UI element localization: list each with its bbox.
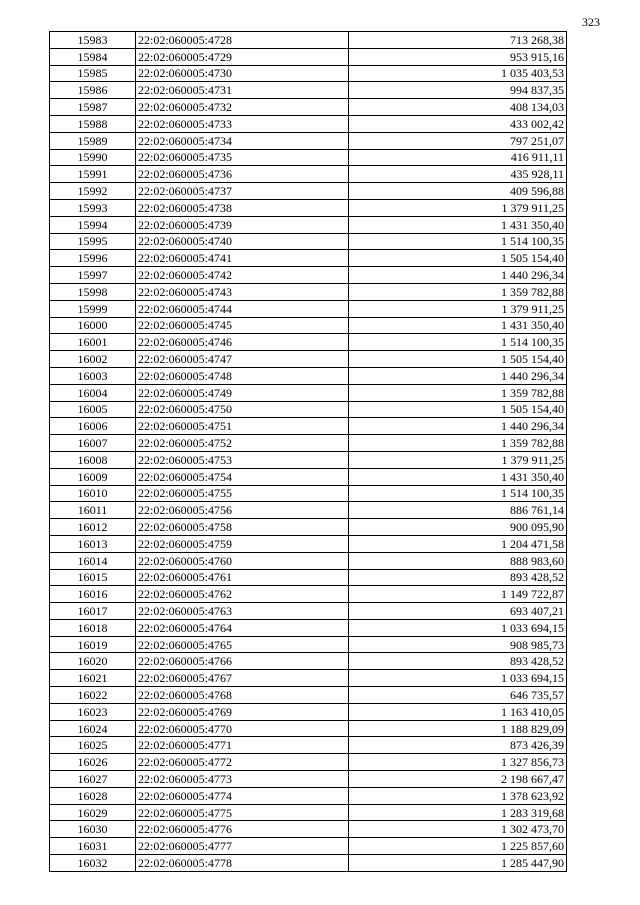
row-number-cell: 16029	[50, 804, 136, 821]
value-cell: 1 379 911,25	[349, 451, 567, 468]
table-row	[50, 65, 567, 82]
value-cell: 1 204 471,58	[349, 535, 567, 552]
row-number-cell: 15985	[50, 65, 136, 82]
row-number-cell: 15992	[50, 183, 136, 200]
row-number-cell: 16031	[50, 838, 136, 855]
row-number-cell: 16023	[50, 703, 136, 720]
cadastral-number-cell: 22:02:060005:4734	[136, 132, 349, 149]
row-number-cell: 16004	[50, 384, 136, 401]
value-cell: 1 035 403,53	[349, 65, 567, 82]
value-cell: 1 440 296,34	[349, 367, 567, 384]
row-number-cell: 16001	[50, 334, 136, 351]
row-number-cell: 15991	[50, 166, 136, 183]
cadastral-number-cell: 22:02:060005:4755	[136, 485, 349, 502]
row-number-cell: 16006	[50, 418, 136, 435]
cadastral-number-cell: 22:02:060005:4766	[136, 653, 349, 670]
value-cell: 1 149 722,87	[349, 586, 567, 603]
row-number-cell: 15994	[50, 216, 136, 233]
cadastral-number-cell: 22:02:060005:4737	[136, 183, 349, 200]
row-number-cell: 15986	[50, 82, 136, 99]
row-number-cell: 16017	[50, 603, 136, 620]
cadastral-number-cell: 22:02:060005:4768	[136, 687, 349, 704]
table-row	[50, 283, 567, 300]
table-row	[50, 183, 567, 200]
table-row	[50, 754, 567, 771]
value-cell: 1 440 296,34	[349, 418, 567, 435]
table-row	[50, 367, 567, 384]
table-row	[50, 535, 567, 552]
table-row	[50, 351, 567, 368]
row-number-cell: 15990	[50, 149, 136, 166]
value-cell: 1 505 154,40	[349, 250, 567, 267]
cadastral-number-cell: 22:02:060005:4748	[136, 367, 349, 384]
row-number-cell: 16025	[50, 737, 136, 754]
table-row	[50, 821, 567, 838]
row-number-cell: 15998	[50, 283, 136, 300]
value-cell: 893 428,52	[349, 653, 567, 670]
value-cell: 713 268,38	[349, 32, 567, 49]
row-number-cell: 16026	[50, 754, 136, 771]
table-row	[50, 737, 567, 754]
value-cell: 1 514 100,35	[349, 233, 567, 250]
value-cell: 1 505 154,40	[349, 401, 567, 418]
table-row	[50, 48, 567, 65]
table-row	[50, 771, 567, 788]
cadastral-number-cell: 22:02:060005:4749	[136, 384, 349, 401]
value-cell: 1 505 154,40	[349, 351, 567, 368]
row-number-cell: 16014	[50, 552, 136, 569]
cadastral-number-cell: 22:02:060005:4750	[136, 401, 349, 418]
cadastral-number-cell: 22:02:060005:4753	[136, 451, 349, 468]
cadastral-number-cell: 22:02:060005:4762	[136, 586, 349, 603]
table-row	[50, 619, 567, 636]
row-number-cell: 16030	[50, 821, 136, 838]
row-number-cell: 16020	[50, 653, 136, 670]
cadastral-number-cell: 22:02:060005:4736	[136, 166, 349, 183]
cadastral-number-cell: 22:02:060005:4738	[136, 199, 349, 216]
row-number-cell: 16003	[50, 367, 136, 384]
table-row	[50, 418, 567, 435]
row-number-cell: 15987	[50, 99, 136, 116]
cadastral-number-cell: 22:02:060005:4773	[136, 771, 349, 788]
cadastral-number-cell: 22:02:060005:4769	[136, 703, 349, 720]
table-row	[50, 32, 567, 49]
table-row	[50, 653, 567, 670]
value-cell: 435 928,11	[349, 166, 567, 183]
value-cell: 994 837,35	[349, 82, 567, 99]
table-row	[50, 838, 567, 855]
cadastral-number-cell: 22:02:060005:4745	[136, 317, 349, 334]
value-cell: 416 911,11	[349, 149, 567, 166]
table-row	[50, 804, 567, 821]
table-row	[50, 82, 567, 99]
table-row	[50, 166, 567, 183]
row-number-cell: 15984	[50, 48, 136, 65]
table-row	[50, 384, 567, 401]
value-cell: 1 514 100,35	[349, 334, 567, 351]
value-cell: 646 735,57	[349, 687, 567, 704]
table-row	[50, 250, 567, 267]
row-number-cell: 15988	[50, 115, 136, 132]
table-row	[50, 132, 567, 149]
value-cell: 1 431 350,40	[349, 317, 567, 334]
cadastral-number-cell: 22:02:060005:4731	[136, 82, 349, 99]
cadastral-number-cell: 22:02:060005:4732	[136, 99, 349, 116]
table-row	[50, 687, 567, 704]
cadastral-number-cell: 22:02:060005:4778	[136, 855, 349, 872]
value-cell: 1 163 410,05	[349, 703, 567, 720]
value-cell: 1 379 911,25	[349, 199, 567, 216]
table-row	[50, 586, 567, 603]
cadastral-number-cell: 22:02:060005:4760	[136, 552, 349, 569]
value-cell: 1 225 857,60	[349, 838, 567, 855]
table-row	[50, 502, 567, 519]
row-number-cell: 16024	[50, 720, 136, 737]
value-cell: 693 407,21	[349, 603, 567, 620]
row-number-cell: 16002	[50, 351, 136, 368]
value-cell: 797 251,07	[349, 132, 567, 149]
cadastral-number-cell: 22:02:060005:4759	[136, 535, 349, 552]
cadastral-number-cell: 22:02:060005:4729	[136, 48, 349, 65]
cadastral-number-cell: 22:02:060005:4744	[136, 300, 349, 317]
cadastral-number-cell: 22:02:060005:4772	[136, 754, 349, 771]
table-row	[50, 435, 567, 452]
cadastral-number-cell: 22:02:060005:4777	[136, 838, 349, 855]
table-row	[50, 603, 567, 620]
value-cell: 873 426,39	[349, 737, 567, 754]
row-number-cell: 16011	[50, 502, 136, 519]
value-cell: 1 359 782,88	[349, 435, 567, 452]
cadastral-number-cell: 22:02:060005:4752	[136, 435, 349, 452]
row-number-cell: 16021	[50, 670, 136, 687]
value-cell: 433 002,42	[349, 115, 567, 132]
cadastral-number-cell: 22:02:060005:4764	[136, 619, 349, 636]
table-row	[50, 569, 567, 586]
cadastral-number-cell: 22:02:060005:4730	[136, 65, 349, 82]
row-number-cell: 15999	[50, 300, 136, 317]
table-row	[50, 334, 567, 351]
table-row	[50, 787, 567, 804]
row-number-cell: 15993	[50, 199, 136, 216]
table-row	[50, 401, 567, 418]
cadastral-number-cell: 22:02:060005:4756	[136, 502, 349, 519]
cadastral-number-cell: 22:02:060005:4747	[136, 351, 349, 368]
table-row	[50, 99, 567, 116]
table-body	[50, 32, 567, 872]
table-row	[50, 720, 567, 737]
value-cell: 1 283 319,68	[349, 804, 567, 821]
row-number-cell: 16012	[50, 519, 136, 536]
value-cell: 1 431 350,40	[349, 216, 567, 233]
row-number-cell: 16015	[50, 569, 136, 586]
row-number-cell: 16010	[50, 485, 136, 502]
table-row	[50, 703, 567, 720]
cadastral-number-cell: 22:02:060005:4774	[136, 787, 349, 804]
value-cell: 1 033 694,15	[349, 670, 567, 687]
table-row	[50, 267, 567, 284]
row-number-cell: 16008	[50, 451, 136, 468]
row-number-cell: 16007	[50, 435, 136, 452]
cadastral-number-cell: 22:02:060005:4758	[136, 519, 349, 536]
value-cell: 1 285 447,90	[349, 855, 567, 872]
value-cell: 1 359 782,88	[349, 283, 567, 300]
row-number-cell: 16028	[50, 787, 136, 804]
cadastral-number-cell: 22:02:060005:4754	[136, 468, 349, 485]
value-cell: 1 378 623,92	[349, 787, 567, 804]
cadastral-number-cell: 22:02:060005:4743	[136, 283, 349, 300]
value-cell: 908 985,73	[349, 636, 567, 653]
value-cell: 1 327 856,73	[349, 754, 567, 771]
table-row	[50, 216, 567, 233]
page-number: 323	[582, 15, 600, 29]
value-cell: 1 431 350,40	[349, 468, 567, 485]
cadastral-number-cell: 22:02:060005:4767	[136, 670, 349, 687]
value-cell: 953 915,16	[349, 48, 567, 65]
value-cell: 1 514 100,35	[349, 485, 567, 502]
cadastral-number-cell: 22:02:060005:4775	[136, 804, 349, 821]
cadastral-number-cell: 22:02:060005:4751	[136, 418, 349, 435]
value-cell: 1 188 829,09	[349, 720, 567, 737]
cadastral-number-cell: 22:02:060005:4741	[136, 250, 349, 267]
cadastral-number-cell: 22:02:060005:4728	[136, 32, 349, 49]
cadastral-number-cell: 22:02:060005:4765	[136, 636, 349, 653]
table-row	[50, 670, 567, 687]
table-row	[50, 468, 567, 485]
cadastral-number-cell: 22:02:060005:4770	[136, 720, 349, 737]
cadastral-number-cell: 22:02:060005:4733	[136, 115, 349, 132]
cadastral-number-cell: 22:02:060005:4776	[136, 821, 349, 838]
row-number-cell: 15997	[50, 267, 136, 284]
cadastral-number-cell: 22:02:060005:4742	[136, 267, 349, 284]
table-row	[50, 552, 567, 569]
row-number-cell: 16000	[50, 317, 136, 334]
value-cell: 886 761,14	[349, 502, 567, 519]
row-number-cell: 15989	[50, 132, 136, 149]
table-row	[50, 519, 567, 536]
cadastral-number-cell: 22:02:060005:4739	[136, 216, 349, 233]
value-cell: 1 440 296,34	[349, 267, 567, 284]
value-cell: 893 428,52	[349, 569, 567, 586]
row-number-cell: 16018	[50, 619, 136, 636]
table-row	[50, 149, 567, 166]
value-cell: 1 302 473,70	[349, 821, 567, 838]
value-cell: 1 359 782,88	[349, 384, 567, 401]
row-number-cell: 16005	[50, 401, 136, 418]
cadastral-number-cell: 22:02:060005:4771	[136, 737, 349, 754]
row-number-cell: 16016	[50, 586, 136, 603]
cadastral-number-cell: 22:02:060005:4740	[136, 233, 349, 250]
table-row	[50, 115, 567, 132]
value-cell: 1 033 694,15	[349, 619, 567, 636]
cadastral-number-cell: 22:02:060005:4746	[136, 334, 349, 351]
row-number-cell: 16019	[50, 636, 136, 653]
row-number-cell: 16022	[50, 687, 136, 704]
cadastral-number-cell: 22:02:060005:4763	[136, 603, 349, 620]
row-number-cell: 16027	[50, 771, 136, 788]
value-cell: 900 095,90	[349, 519, 567, 536]
row-number-cell: 15995	[50, 233, 136, 250]
cadastral-number-cell: 22:02:060005:4735	[136, 149, 349, 166]
table-row	[50, 451, 567, 468]
table-row	[50, 233, 567, 250]
row-number-cell: 15983	[50, 32, 136, 49]
table-row	[50, 300, 567, 317]
row-number-cell: 16013	[50, 535, 136, 552]
table-row	[50, 636, 567, 653]
row-number-cell: 16009	[50, 468, 136, 485]
value-cell: 408 134,03	[349, 99, 567, 116]
value-cell: 2 198 667,47	[349, 771, 567, 788]
table-row	[50, 317, 567, 334]
table-row	[50, 855, 567, 872]
value-cell: 888 983,60	[349, 552, 567, 569]
row-number-cell: 15996	[50, 250, 136, 267]
data-table	[49, 31, 567, 872]
table-row	[50, 485, 567, 502]
value-cell: 409 596,88	[349, 183, 567, 200]
cadastral-number-cell: 22:02:060005:4761	[136, 569, 349, 586]
value-cell: 1 379 911,25	[349, 300, 567, 317]
row-number-cell: 16032	[50, 855, 136, 872]
table-row	[50, 199, 567, 216]
